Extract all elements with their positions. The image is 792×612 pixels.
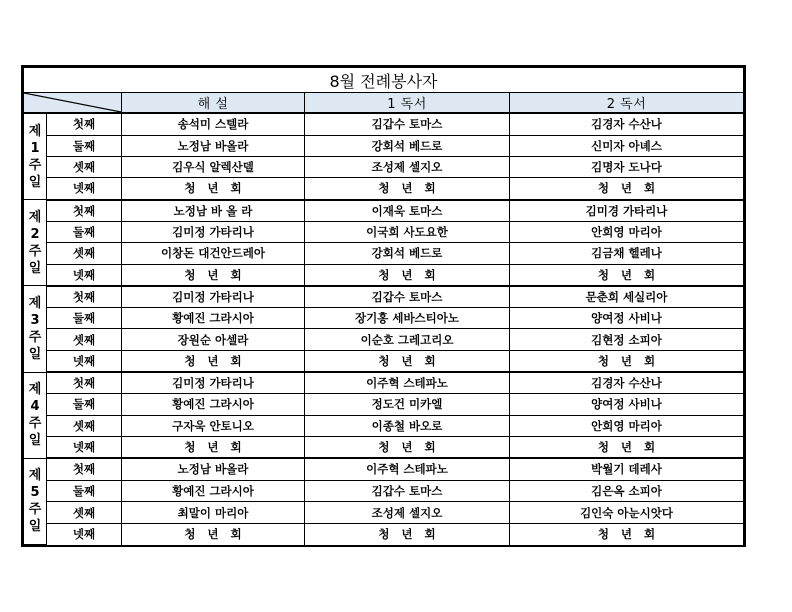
reading1-cell: 강회석 베드로 <box>305 243 510 264</box>
week-label-char: 주 <box>28 243 42 259</box>
reading2-cell: 김금채 헬레나 <box>510 243 744 264</box>
reading1-cell: 이주혁 스테파노 <box>305 372 510 394</box>
reading1-cell: 정도건 미카엘 <box>305 394 510 415</box>
week-label-char: 3 <box>30 312 40 328</box>
week-label-char: 일 <box>28 433 42 449</box>
reading2-cell: 청 년 회 <box>510 264 744 286</box>
reading1-cell: 김갑수 토마스 <box>305 113 510 135</box>
order-cell: 첫째 <box>47 113 122 135</box>
commentary-cell: 장원순 아셀라 <box>122 329 305 350</box>
table-row <box>24 458 744 480</box>
table-row <box>24 264 744 286</box>
commentary-cell: 황예진 그라시아 <box>122 394 305 415</box>
reading1-cell: 조성제 셀지오 <box>305 502 510 524</box>
table-row <box>24 480 744 502</box>
order-cell: 둘째 <box>47 135 122 156</box>
commentary-cell: 황예진 그라시아 <box>122 480 305 502</box>
reading2-cell: 청 년 회 <box>510 178 744 200</box>
reading2-cell: 김인숙 아눈시앗다 <box>510 502 744 524</box>
week-label-char: 일 <box>28 519 42 535</box>
week-label <box>24 286 47 372</box>
schedule-table <box>23 67 744 545</box>
reading2-cell: 문춘희 세실리아 <box>510 286 744 308</box>
table-row <box>24 286 744 308</box>
order-cell: 둘째 <box>47 394 122 415</box>
order-cell: 셋째 <box>47 156 122 177</box>
week-label-char: 4 <box>30 399 40 415</box>
header-reading1: 1 독서 <box>305 93 510 114</box>
commentary-cell: 노정남 바올라 <box>122 458 305 480</box>
week-label-char: 2 <box>30 226 40 242</box>
table-row <box>24 415 744 436</box>
table-row <box>24 350 744 372</box>
table-row <box>24 135 744 156</box>
table-row <box>24 113 744 135</box>
reading2-cell: 김현정 소피아 <box>510 329 744 350</box>
title-row <box>24 68 744 93</box>
commentary-cell: 구자욱 안토니오 <box>122 415 305 436</box>
order-cell: 넷째 <box>47 350 122 372</box>
table-row <box>24 502 744 524</box>
reading2-cell: 김경자 수산나 <box>510 113 744 135</box>
table-row <box>24 200 744 222</box>
reading2-cell: 안희영 마리아 <box>510 415 744 436</box>
week-label <box>24 458 47 544</box>
reading2-cell: 청 년 회 <box>510 350 744 372</box>
commentary-cell: 이창돈 대건안드레아 <box>122 243 305 264</box>
reading1-cell: 이순호 그레고리오 <box>305 329 510 350</box>
week-label-char: 5 <box>30 485 40 501</box>
order-cell: 넷째 <box>47 178 122 200</box>
order-cell: 셋째 <box>47 415 122 436</box>
table-row <box>24 222 744 243</box>
reading2-cell: 양여정 사비나 <box>510 394 744 415</box>
reading1-cell: 김갑수 토마스 <box>305 480 510 502</box>
week-label-char: 제 <box>28 468 42 484</box>
diagonal-line <box>24 93 121 112</box>
reading2-cell: 양여정 사비나 <box>510 308 744 329</box>
table-row <box>24 372 744 394</box>
commentary-cell: 김우식 알렉산델 <box>122 156 305 177</box>
reading2-cell: 청 년 회 <box>510 523 744 544</box>
header-commentary: 해 설 <box>122 93 305 114</box>
reading2-cell: 박월기 데레사 <box>510 458 744 480</box>
order-cell: 셋째 <box>47 502 122 524</box>
reading2-cell: 안희영 마리아 <box>510 222 744 243</box>
order-cell: 넷째 <box>47 264 122 286</box>
table-row <box>24 394 744 415</box>
reading1-cell: 청 년 회 <box>305 436 510 458</box>
reading1-cell: 청 년 회 <box>305 178 510 200</box>
week-label-char: 일 <box>28 260 42 276</box>
table-row <box>24 523 744 544</box>
order-cell: 넷째 <box>47 523 122 544</box>
order-cell: 첫째 <box>47 458 122 480</box>
commentary-cell: 최말이 마리아 <box>122 502 305 524</box>
commentary-cell: 김미정 가타리나 <box>122 372 305 394</box>
order-cell: 둘째 <box>47 308 122 329</box>
commentary-cell: 노정남 바 올 라 <box>122 200 305 222</box>
week-label-char: 일 <box>28 174 42 190</box>
reading2-cell: 신미자 아녜스 <box>510 135 744 156</box>
order-cell: 넷째 <box>47 436 122 458</box>
order-cell: 둘째 <box>47 480 122 502</box>
week-label-char: 주 <box>28 502 42 518</box>
order-cell: 첫째 <box>47 200 122 222</box>
week-label <box>24 200 47 286</box>
commentary-cell: 김미정 가타리나 <box>122 286 305 308</box>
reading1-cell: 청 년 회 <box>305 264 510 286</box>
reading1-cell: 장기홍 세바스티아노 <box>305 308 510 329</box>
schedule-sheet <box>21 65 746 547</box>
reading2-cell: 김명자 도나다 <box>510 156 744 177</box>
reading1-cell: 이재욱 토마스 <box>305 200 510 222</box>
week-label-char: 주 <box>28 329 42 345</box>
reading1-cell: 이국희 사도요한 <box>305 222 510 243</box>
table-row <box>24 308 744 329</box>
week-label <box>24 113 47 200</box>
order-cell: 셋째 <box>47 243 122 264</box>
table-row <box>24 329 744 350</box>
table-row <box>24 178 744 200</box>
reading2-cell: 청 년 회 <box>510 436 744 458</box>
commentary-cell: 청 년 회 <box>122 350 305 372</box>
reading1-cell: 조성제 셀지오 <box>305 156 510 177</box>
header-reading2: 2 독서 <box>510 93 744 114</box>
commentary-cell: 김미정 가타리나 <box>122 222 305 243</box>
week-label-char: 제 <box>28 295 42 311</box>
week-label-char: 제 <box>28 209 42 225</box>
diagonal-header-cell <box>24 93 122 114</box>
week-label-char: 제 <box>28 382 42 398</box>
reading1-cell: 청 년 회 <box>305 350 510 372</box>
commentary-cell: 청 년 회 <box>122 523 305 544</box>
order-cell: 셋째 <box>47 329 122 350</box>
header-row <box>24 93 744 114</box>
reading1-cell: 김갑수 토마스 <box>305 286 510 308</box>
commentary-cell: 송석미 스텔라 <box>122 113 305 135</box>
reading1-cell: 청 년 회 <box>305 523 510 544</box>
commentary-cell: 황예진 그라시아 <box>122 308 305 329</box>
week-label-char: 1 <box>30 140 40 156</box>
order-cell: 둘째 <box>47 222 122 243</box>
table-row <box>24 436 744 458</box>
table-row <box>24 243 744 264</box>
commentary-cell: 노정남 바올라 <box>122 135 305 156</box>
order-cell: 첫째 <box>47 286 122 308</box>
page-title: 8월 전례봉사자 <box>24 68 744 93</box>
reading1-cell: 강회석 베드로 <box>305 135 510 156</box>
week-label <box>24 372 47 458</box>
week-label-char: 주 <box>28 157 42 173</box>
commentary-cell: 청 년 회 <box>122 178 305 200</box>
reading2-cell: 김은옥 소피아 <box>510 480 744 502</box>
reading1-cell: 이종철 바오로 <box>305 415 510 436</box>
reading1-cell: 이주혁 스테파노 <box>305 458 510 480</box>
week-label-char: 제 <box>28 123 42 139</box>
order-cell: 첫째 <box>47 372 122 394</box>
reading2-cell: 김미경 가타리나 <box>510 200 744 222</box>
commentary-cell: 청 년 회 <box>122 264 305 286</box>
week-label-char: 일 <box>28 346 42 362</box>
commentary-cell: 청 년 회 <box>122 436 305 458</box>
reading2-cell: 김경자 수산나 <box>510 372 744 394</box>
table-row <box>24 156 744 177</box>
week-label-char: 주 <box>28 416 42 432</box>
